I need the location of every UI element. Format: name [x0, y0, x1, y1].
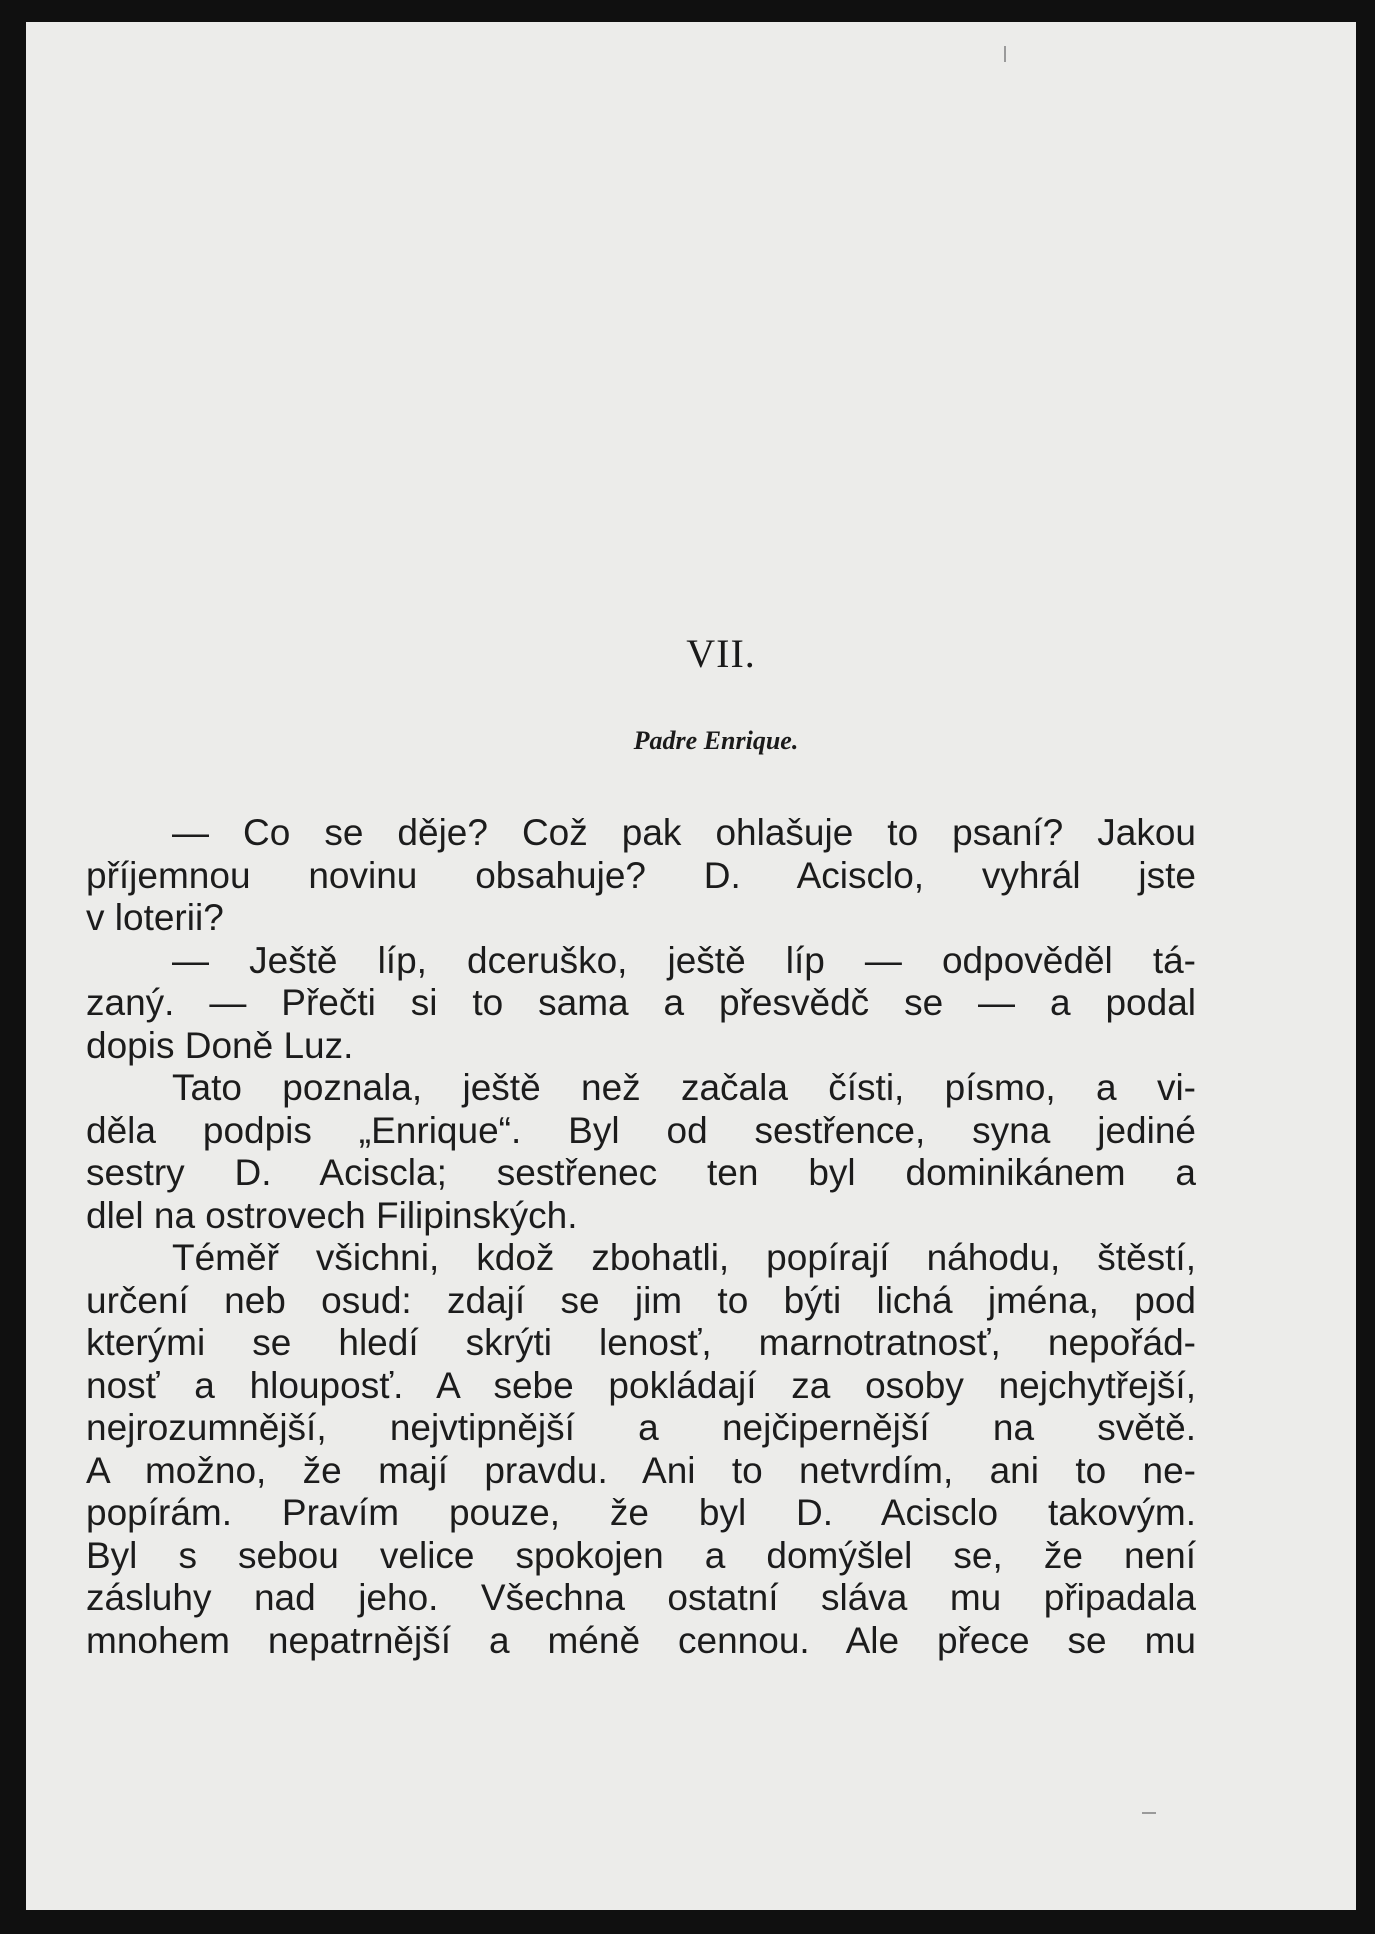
text-line: v loterii?: [86, 897, 224, 938]
text-line: nejrozumnější, nejvtipnější a nejčipernější na světě.: [86, 1407, 1196, 1448]
text-line: děla podpis „Enrique“. Byl od sestřence, syna jediné: [86, 1109, 1196, 1151]
text-line: dlel na ostrovech Filipinských.: [86, 1194, 578, 1236]
text-line: zásluhy nad jeho. Všechna ostatní sláva mu připadala: [86, 1577, 1196, 1618]
text-line: A možno, že mají pravdu. Ani to netvrdím, ani to ne-: [86, 1449, 1196, 1491]
paragraph: [86, 812, 1196, 940]
chapter-title: Padre Enrique.: [633, 726, 799, 755]
text-line: kterými se hledí skrýti lenosť, marnotratnosť, nepořád-: [86, 1322, 1196, 1363]
paragraph: [86, 1237, 1196, 1662]
text-line: — Ještě líp, dceruško, ještě líp — odpověděl tá-: [172, 939, 1196, 981]
text-line: dopis Doně Luz.: [86, 1024, 354, 1066]
paragraph: [86, 1067, 1196, 1237]
text-line: Téměř všichni, kdož zbohatli, popírají náhodu, štěstí,: [172, 1237, 1196, 1278]
text-line: Tato poznala, ještě než začala čísti, písmo, a vi-: [172, 1067, 1196, 1108]
scan-speck: [1004, 46, 1006, 62]
chapter-number: VII.: [686, 631, 756, 676]
text-line: popírám. Pravím pouze, že byl D. Acisclo takovým.: [86, 1492, 1196, 1533]
text-line: příjemnou novinu obsahuje? D. Acisclo, vyhrál jste: [86, 854, 1196, 896]
text-line: sestry D. Aciscla; sestřenec ten byl dominikánem a: [86, 1152, 1196, 1193]
paragraph: [86, 940, 1196, 1068]
text-line: mnohem nepatrnější a méně cennou. Ale přece se mu: [86, 1619, 1196, 1661]
chapter-body: [86, 812, 1196, 1662]
text-line: — Co se děje? Což pak ohlašuje to psaní? Jakou: [172, 812, 1196, 853]
book-page: [26, 22, 1356, 1910]
text-line: určení neb osud: zdají se jim to býti lichá jména, pod: [86, 1279, 1196, 1321]
text-line: nosť a hlouposť. A sebe pokládají za osoby nejchytřejší,: [86, 1364, 1196, 1406]
text-line: Byl s sebou velice spokojen a domýšlel se, že není: [86, 1534, 1196, 1576]
scan-speck: [1142, 1812, 1156, 1814]
text-line: zaný. — Přečti si to sama a přesvědč se — a podal: [86, 982, 1196, 1023]
